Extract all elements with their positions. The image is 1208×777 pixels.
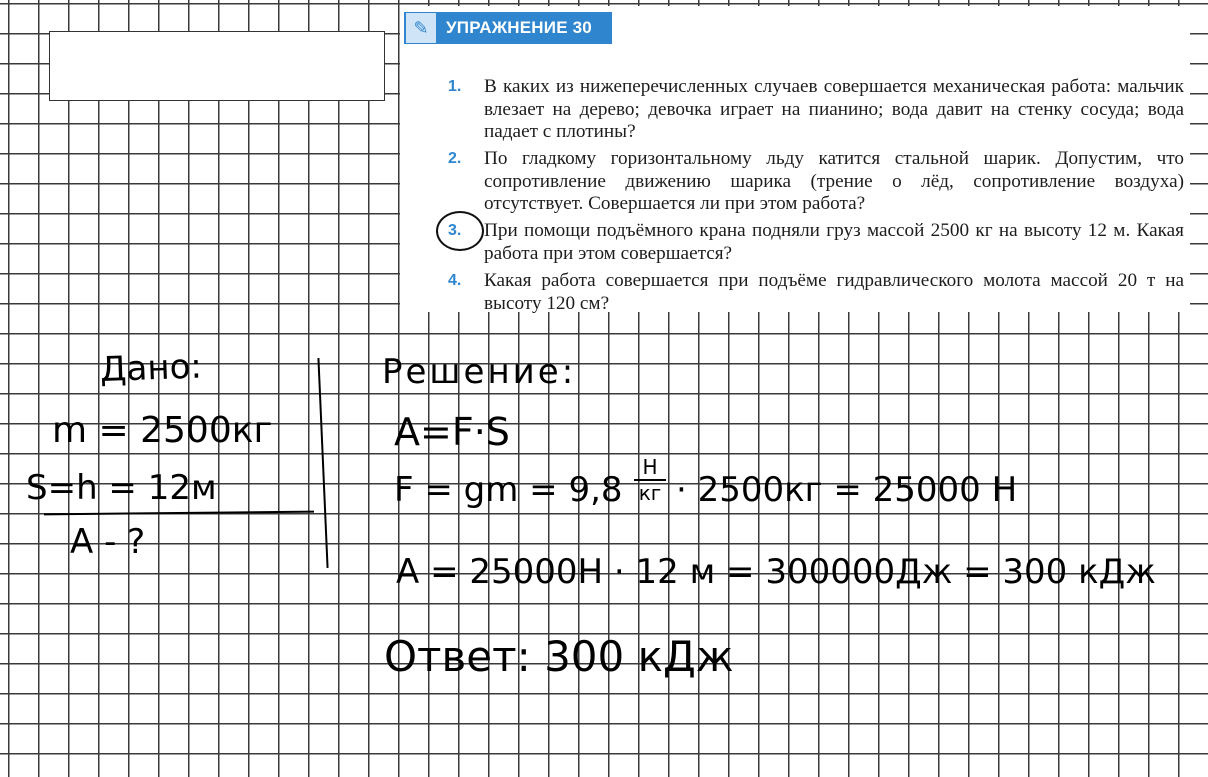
fraction-denominator: кг	[638, 481, 662, 505]
pencil-icon: ✎	[406, 13, 436, 43]
solution-formula: A=F·S	[394, 410, 510, 454]
given-mass: m = 2500кг	[52, 410, 273, 451]
task-number: 4.	[448, 272, 462, 289]
textbook-excerpt	[400, 6, 1190, 312]
blank-label-box	[49, 31, 385, 101]
task-number: 2.	[448, 150, 462, 167]
fraction-numerator: Н	[642, 455, 658, 479]
task-text: В каких из нижеперечисленных случаев совершается механическая работа: мальчик влезает на дерево; девочка играет на пианино; вода давит на стенку сосуда; вода падает с плотины?	[484, 76, 1184, 142]
task-4	[448, 270, 1184, 315]
task-2	[448, 148, 1184, 216]
solution-heading: Решение:	[382, 352, 577, 392]
unit-fraction	[632, 455, 668, 505]
solution-answer: Ответ: 300 кДж	[384, 632, 734, 681]
solution-force-rhs: · 2500кг = 25000 Н	[676, 470, 1018, 510]
given-unknown: А - ?	[70, 522, 146, 562]
task-1	[448, 76, 1184, 144]
task-text: По гладкому горизонтальному льду катится стальной шарик. Допустим, что сопротивление движению шарика (трение о лёд, сопротивление воздуха) отсутствует. Совершается ли при этом работа?	[484, 148, 1184, 214]
given-heading: Дано:	[99, 346, 203, 390]
exercise-header	[404, 12, 612, 44]
given-height: S=h = 12м	[26, 468, 217, 508]
task-number: 1.	[448, 78, 462, 95]
solution-work: A = 25000Н · 12 м = 300000Дж = 300 кДж	[396, 552, 1156, 592]
task-number: 3.	[448, 222, 462, 239]
solution-force-lhs: F = gm = 9,8	[394, 470, 623, 510]
given-divider-line	[317, 358, 328, 568]
given-underline	[44, 511, 314, 516]
task-3	[448, 220, 1184, 265]
task-text: При помощи подъёмного крана подняли груз массой 2500 кг на высоту 12 м. Какая работа при этом совершается?	[484, 220, 1184, 264]
exercise-title: УПРАЖНЕНИЕ 30	[446, 18, 592, 37]
task-text: Какая работа совершается при подъёме гидравлического молота массой 20 т на высоту 120 см?	[484, 270, 1184, 314]
